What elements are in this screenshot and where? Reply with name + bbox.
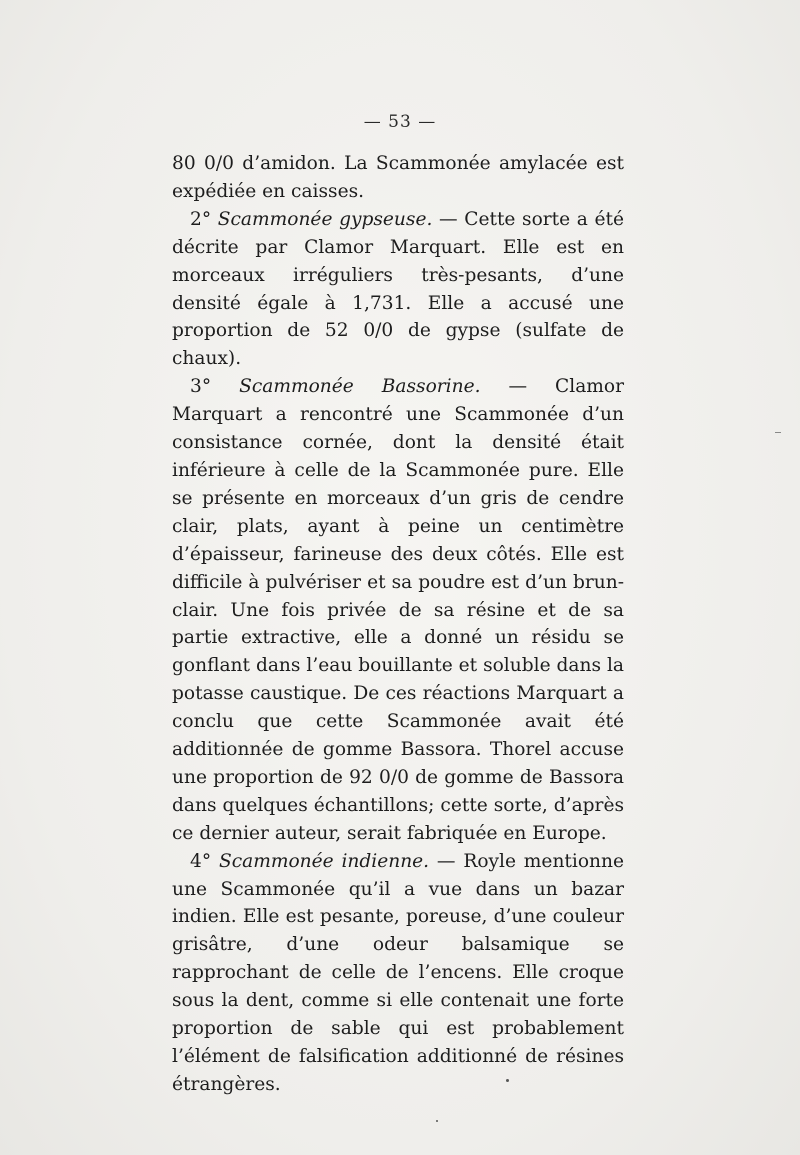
print-speck <box>775 432 781 433</box>
paragraph-label: 2° <box>190 208 218 230</box>
section-title-gypseuse: Scammonée gypseuse. <box>217 208 433 230</box>
paragraph-text: — Royle mentionne une Scammonée qu’il a vue dans un bazar indien. Elle est pesante, poreuse, d’une couleur grisâtre, d’une odeur balsamique se rapprochant de celle de l’encens. Elle croque sous la dent, comme si elle contenait une forte proportion de sable qui est probablement l’élément de falsification additionné de résines étrangères. <box>172 850 624 1095</box>
print-speck <box>436 1120 438 1122</box>
paragraph-scammonee-indienne <box>172 848 624 1099</box>
page-number: — 53 — <box>363 112 437 132</box>
paragraph-label: 3° <box>190 376 240 398</box>
section-title-indienne: Scammonée indienne. <box>218 850 430 872</box>
paragraph-continuation <box>172 150 624 206</box>
body-text <box>172 150 624 1099</box>
paragraph-text: 80 0/0 d’amidon. La Scammonée amylacée est expédiée en caisses. <box>172 153 624 202</box>
print-speck <box>506 1079 509 1082</box>
paragraph-scammonee-gypseuse <box>172 206 624 373</box>
paragraph-text: — Clamor Marquart a rencontré une Scammonée d’un consistance cornée, dont la densité était inférieure à celle de la Scammonée pure. Elle se présente en morceaux d’un gris de cendre clair, plats, ayant à peine un centimètre d’épaisseur, farineuse des deux côtés. Elle est difficile à pulvériser et sa poudre est d’un brun-clair. Une fois privée de sa résine et de sa partie extractive, elle a donné un résidu se gonflant dans l’eau bouillante et soluble dans la potasse caustique. De ces réactions Marquart a conclu que cette Scammonée avait été additionnée de gomme Bassora. Thorel accuse une proportion de 92 0/0 de gomme de Bassora dans quelques échantillons; cette sorte, d’après ce dernier auteur, serait fabriquée en Europe. <box>172 376 624 844</box>
paragraph-text: — Cette sorte a été décrite par Clamor Marquart. Elle est en morceaux irréguliers très-pesants, d’une densité égale à 1,731. Elle a accusé une proportion de 52 0/0 de gypse (sulfate de chaux). <box>172 208 624 370</box>
paragraph-label: 4° <box>190 850 219 872</box>
paragraph-scammonee-bassorine <box>172 373 624 847</box>
section-title-bassorine: Scammonée Bassorine. <box>239 376 481 398</box>
